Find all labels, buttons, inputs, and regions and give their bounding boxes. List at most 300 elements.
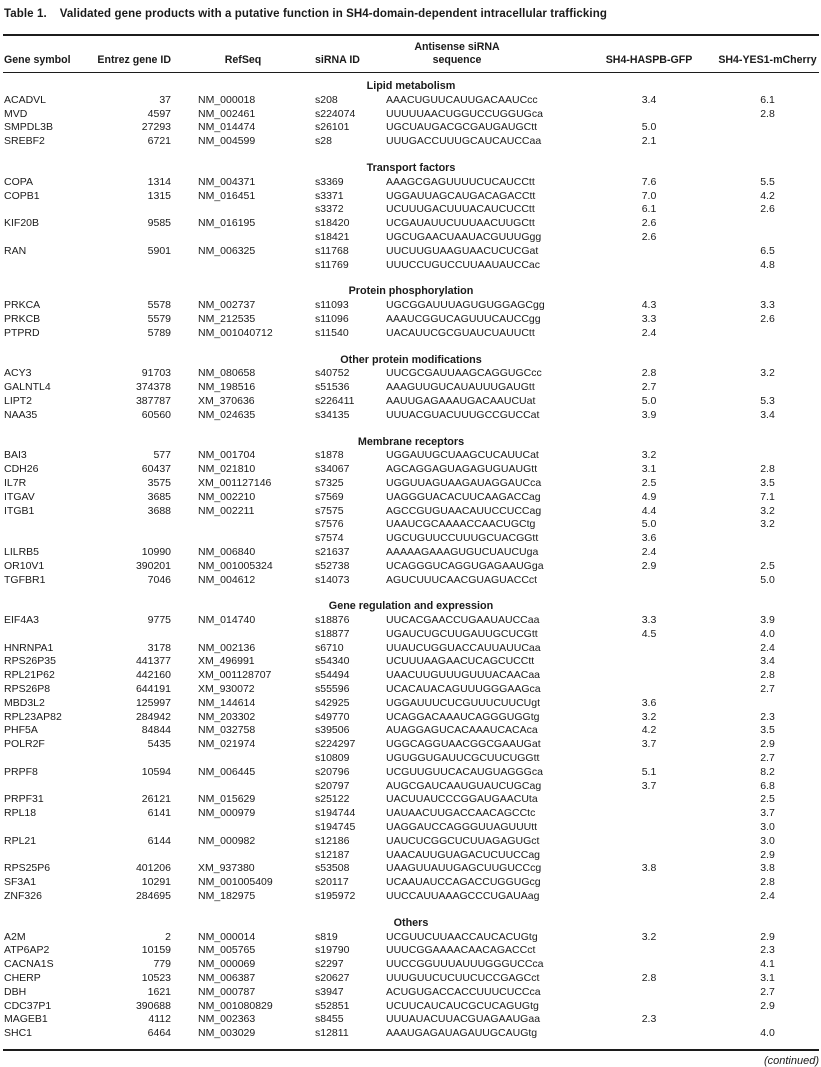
antisense-sequence-cell: UGCUAUGACGCGAUGAUGCtt [386, 121, 538, 134]
antisense-sequence-cell: AGCCGUGUAACAUUCCUCCag [386, 504, 542, 517]
refseq-cell: XM_930072 [198, 683, 255, 696]
table-header [3, 36, 819, 73]
sh4-yes1-mcherry-value: 2.7 [760, 752, 775, 765]
antisense-sequence-cell: UUCCAUUAAAGCCCUGAUAag [386, 890, 540, 903]
antisense-sequence-cell: UGGAUUUCUCGUUUCUUCUgt [386, 696, 541, 709]
antisense-sequence-cell: UGAUCUGCUUGAUUGCUCGtt [386, 627, 538, 640]
sh4-yes1-mcherry-value: 3.2 [760, 518, 775, 531]
table-row [3, 780, 819, 794]
antisense-sequence-cell: UAACAUUGUAGACUCUUCCag [386, 848, 541, 861]
sh4-yes1-mcherry-value: 2.4 [760, 890, 775, 903]
entrez-gene-id-cell: 284942 [135, 710, 171, 723]
antisense-sequence-cell: UACUUAUCCCGGAUGAACUta [386, 793, 538, 806]
sh4-haspb-gfp-value [596, 793, 702, 807]
sh4-haspb-gfp-value: 3.2 [641, 710, 657, 723]
gene-symbol-cell [3, 532, 95, 546]
entrez-gene-id-cell: 10523 [141, 972, 171, 985]
refseq-cell [171, 752, 315, 766]
entrez-gene-id-cell: 1621 [147, 985, 171, 998]
sirna-id-cell: s18421 [315, 230, 350, 243]
sh4-yes1-mcherry-value: 4.8 [760, 258, 775, 271]
table-row [3, 94, 819, 108]
antisense-sequence-cell: AAUUGAGAAAUGACAAUCUat [386, 394, 536, 407]
refseq-cell: NM_016195 [198, 217, 256, 230]
table-row [3, 367, 819, 381]
col-header-gene-symbol: Gene symbol [3, 36, 95, 73]
antisense-sequence-cell: UAGGAUCCAGGGUUAGUUUtt [386, 821, 538, 834]
sh4-haspb-gfp-value: 3.3 [641, 312, 657, 325]
refseq-cell: NM_014474 [198, 121, 256, 134]
refseq-cell: NM_002363 [198, 1013, 256, 1026]
header-row [3, 36, 819, 73]
sh4-haspb-gfp-value: 3.2 [641, 449, 657, 462]
refseq-cell [171, 231, 315, 245]
sh4-haspb-gfp-value: 3.3 [641, 614, 657, 627]
gene-symbol-cell: RPS26P35 [4, 655, 56, 668]
refseq-cell: NM_001040712 [198, 326, 273, 339]
entrez-gene-id-cell: 2 [165, 930, 171, 943]
gene-symbol-cell: CDC37P1 [4, 999, 52, 1012]
antisense-sequence-cell: UGGAUUGCUAAGCUCAUUCat [386, 449, 539, 462]
gene-symbol-cell: RPL21 [4, 834, 37, 847]
gene-symbol-cell: RPL18 [4, 807, 37, 820]
entrez-gene-id-cell: 3688 [147, 504, 171, 517]
section-header: Other protein modifications [340, 353, 482, 366]
gene-symbol-cell [3, 203, 95, 217]
sirna-id-cell: s12811 [315, 1027, 349, 1040]
table-row [3, 121, 819, 135]
sirna-id-cell: s20797 [315, 779, 350, 792]
refseq-cell: NM_021974 [198, 738, 256, 751]
sirna-id-cell: s39506 [315, 724, 350, 737]
table-row [3, 505, 819, 519]
gene-symbol-cell [3, 628, 95, 642]
antisense-sequence-cell: UUCCGGUUUAUUUGGGUCCca [386, 958, 544, 971]
gene-symbol-cell: KIF20B [4, 217, 40, 230]
refseq-cell: NM_080658 [198, 367, 256, 380]
sirna-id-cell: s14073 [315, 573, 350, 586]
table-row [3, 231, 819, 245]
entrez-gene-id-cell: 284695 [135, 890, 171, 903]
section-row [3, 423, 819, 450]
sh4-haspb-gfp-value: 3.9 [641, 408, 657, 421]
gene-symbol-cell: GALNTL4 [4, 381, 51, 394]
sh4-haspb-gfp-value: 4.3 [641, 299, 657, 312]
sh4-haspb-gfp-value [596, 574, 702, 588]
entrez-gene-id-cell: 5578 [147, 299, 171, 312]
gene-symbol-cell: PRKCB [4, 312, 41, 325]
sh4-haspb-gfp-value [596, 944, 702, 958]
refseq-cell [171, 203, 315, 217]
sh4-haspb-gfp-value [596, 108, 702, 122]
refseq-cell: NM_000018 [198, 93, 256, 106]
gene-symbol-cell: ITGB1 [4, 504, 35, 517]
sh4-haspb-gfp-value: 5.0 [641, 518, 657, 531]
sirna-id-cell: s3372 [315, 203, 344, 216]
antisense-sequence-cell: UUCACGAACCUGAAUAUCCaa [386, 614, 540, 627]
entrez-gene-id-cell [95, 259, 171, 273]
sh4-haspb-gfp-value: 6.1 [641, 203, 657, 216]
gene-symbol-cell: PTPRD [4, 326, 40, 339]
sh4-yes1-mcherry-value: 3.9 [760, 614, 775, 627]
refseq-cell [171, 821, 315, 835]
table-row [3, 807, 819, 821]
sirna-id-cell: s54494 [315, 669, 350, 682]
gene-symbol-cell: NAA35 [4, 408, 38, 421]
sh4-haspb-gfp-value: 4.4 [641, 504, 657, 517]
sirna-id-cell: s7575 [315, 504, 344, 517]
refseq-cell [171, 849, 315, 863]
sh4-haspb-gfp-value: 5.0 [641, 394, 657, 407]
sh4-yes1-mcherry-value: 2.8 [760, 876, 775, 889]
entrez-gene-id-cell: 5901 [147, 244, 171, 257]
antisense-sequence-cell: UUUCCUGUCCUUAAUAUCCac [386, 258, 541, 271]
antisense-sequence-cell: UGGUUAGUAAGAUAGGAUCca [386, 476, 542, 489]
sirna-id-cell: s54340 [315, 655, 350, 668]
refseq-cell: NM_001704 [198, 449, 256, 462]
antisense-sequence-cell: UCUUUAAGAACUCAGCUCCtt [386, 655, 535, 668]
entrez-gene-id-cell: 10159 [141, 944, 171, 957]
sh4-haspb-gfp-value [596, 1027, 702, 1041]
table-row [3, 574, 819, 588]
antisense-sequence-cell: UUUAUACUUACGUAGAAUGaa [386, 1013, 541, 1026]
refseq-cell: NM_198516 [198, 381, 256, 394]
sh4-haspb-gfp-value: 3.6 [641, 532, 657, 545]
entrez-gene-id-cell [95, 849, 171, 863]
table-row [3, 560, 819, 574]
refseq-cell: NM_000982 [198, 834, 256, 847]
gene-symbol-cell: A2M [4, 930, 26, 943]
table-body [3, 73, 819, 1042]
refseq-cell: XM_937380 [198, 862, 255, 875]
entrez-gene-id-cell: 6721 [147, 135, 171, 148]
table-row [3, 327, 819, 341]
sirna-id-cell: s20796 [315, 765, 350, 778]
table-row [3, 1027, 819, 1041]
sh4-yes1-mcherry-value: 2.9 [760, 999, 775, 1012]
sirna-id-cell: s20627 [315, 972, 350, 985]
col-header-antisense-sequence [386, 36, 596, 73]
table-row [3, 821, 819, 835]
sh4-yes1-mcherry-value [702, 135, 819, 149]
sh4-haspb-gfp-value [596, 642, 702, 656]
refseq-cell: NM_002211 [198, 504, 255, 517]
antisense-sequence-cell: AGUCUUUCAACGUAGUACCct [386, 573, 538, 586]
antisense-sequence-cell: AAAAAGAAAGUGUCUAUCUga [386, 545, 539, 558]
sh4-yes1-mcherry-value: 3.0 [760, 821, 775, 834]
sirna-id-cell: s53508 [315, 862, 350, 875]
entrez-gene-id-cell: 5579 [147, 312, 171, 325]
entrez-gene-id-cell [95, 518, 171, 532]
entrez-gene-id-cell: 3575 [147, 476, 171, 489]
table-row [3, 711, 819, 725]
sh4-yes1-mcherry-value: 2.4 [760, 641, 775, 654]
sh4-yes1-mcherry-value: 5.0 [760, 573, 775, 586]
entrez-gene-id-cell [95, 231, 171, 245]
entrez-gene-id-cell: 779 [153, 958, 171, 971]
entrez-gene-id-cell: 5789 [147, 326, 171, 339]
section-header: Gene regulation and expression [328, 600, 494, 613]
gene-symbol-cell: ACADVL [4, 93, 47, 106]
sirna-id-cell: s49770 [315, 710, 350, 723]
sh4-yes1-mcherry-value [702, 381, 819, 395]
sirna-id-cell: s42925 [315, 696, 350, 709]
sirna-id-cell: s25122 [315, 793, 350, 806]
col-header-entrez-gene-id: Entrez gene ID [95, 36, 171, 73]
sh4-haspb-gfp-value: 2.1 [641, 135, 657, 148]
table-row [3, 245, 819, 259]
refseq-cell: NM_000787 [198, 985, 256, 998]
entrez-gene-id-cell: 4112 [148, 1013, 171, 1026]
antisense-sequence-cell: UUUUUAACUGGUCCUGGUGca [386, 107, 543, 120]
refseq-cell: NM_005765 [198, 944, 256, 957]
sh4-haspb-gfp-value: 4.2 [641, 724, 657, 737]
gene-symbol-cell: OR10V1 [4, 559, 45, 572]
antisense-sequence-cell: UUCGCGAUUAAGCAGGUGCcc [386, 367, 542, 380]
gene-symbol-cell: SREBF2 [4, 135, 45, 148]
sirna-id-cell: s11540 [315, 326, 349, 339]
sirna-id-cell: s52851 [315, 999, 350, 1012]
refseq-cell: NM_001080829 [198, 999, 273, 1012]
antisense-sequence-cell: UCGAUAUUCUUUAACUUGCtt [386, 217, 535, 230]
sh4-haspb-gfp-value [596, 259, 702, 273]
entrez-gene-id-cell: 60437 [141, 463, 171, 476]
gene-symbol-cell: LILRB5 [4, 545, 40, 558]
refseq-cell [171, 518, 315, 532]
antisense-sequence-cell: UGGCAGGUAACGGCGAAUGat [386, 738, 541, 751]
sh4-haspb-gfp-value: 2.4 [641, 545, 657, 558]
col-header-antisense-sequence-label: Antisense siRNA sequence [414, 41, 500, 66]
table-row [3, 409, 819, 423]
entrez-gene-id-cell: 1314 [147, 175, 171, 188]
sh4-haspb-gfp-value [596, 807, 702, 821]
table-row [3, 449, 819, 463]
table-row [3, 669, 819, 683]
table-row [3, 628, 819, 642]
antisense-sequence-cell: UCUUUGACUUUACAUCUCCtt [386, 203, 535, 216]
sh4-haspb-gfp-value [596, 849, 702, 863]
sirna-id-cell: s8455 [315, 1013, 344, 1026]
sirna-id-cell: s226411 [315, 394, 355, 407]
gene-symbol-cell: IL7R [4, 476, 27, 489]
antisense-sequence-cell: AUGCGAUCAAUGUAUCUGCag [386, 779, 542, 792]
sirna-id-cell: s7569 [315, 490, 344, 503]
section-row [3, 904, 819, 931]
table-row [3, 190, 819, 204]
table-row [3, 546, 819, 560]
sh4-yes1-mcherry-value: 2.5 [760, 559, 775, 572]
sh4-haspb-gfp-value: 3.8 [641, 862, 657, 875]
sh4-haspb-gfp-value: 2.5 [641, 476, 657, 489]
sirna-id-cell: s28 [315, 135, 332, 148]
sh4-yes1-mcherry-value: 2.8 [760, 107, 775, 120]
gene-symbol-cell: DBH [4, 985, 27, 998]
table-row [3, 135, 819, 149]
sh4-yes1-mcherry-value: 3.5 [760, 476, 775, 489]
sh4-yes1-mcherry-value: 3.2 [760, 504, 775, 517]
table-row [3, 477, 819, 491]
antisense-sequence-cell: AAAUCGGUCAGUUUCAUCCgg [386, 312, 541, 325]
refseq-cell: NM_006387 [198, 972, 256, 985]
refseq-cell [171, 532, 315, 546]
refseq-cell: NM_021810 [198, 463, 256, 476]
table-row [3, 463, 819, 477]
entrez-gene-id-cell [95, 780, 171, 794]
antisense-sequence-cell: UGCGGAUUUAGUGUGGAGCgg [386, 299, 545, 312]
entrez-gene-id-cell: 3178 [147, 641, 171, 654]
sirna-id-cell: s34135 [315, 408, 350, 421]
entrez-gene-id-cell: 6464 [147, 1027, 171, 1040]
antisense-sequence-cell: AAAGCGAGUUUUCUCAUCCtt [386, 175, 535, 188]
antisense-sequence-cell: AUAGGAGUCACAAAUCACAca [386, 724, 538, 737]
entrez-gene-id-cell: 441377 [135, 655, 171, 668]
entrez-gene-id-cell: 6144 [147, 834, 171, 847]
table-row [3, 835, 819, 849]
table-row [3, 724, 819, 738]
table-caption [3, 5, 819, 36]
refseq-cell: NM_000979 [198, 807, 256, 820]
table-row [3, 738, 819, 752]
entrez-gene-id-cell: 84844 [141, 724, 171, 737]
sh4-yes1-mcherry-value: 6.1 [760, 93, 775, 106]
section-header: Others [393, 916, 429, 929]
entrez-gene-id-cell: 644191 [135, 683, 171, 696]
refseq-cell: XM_001128707 [198, 669, 272, 682]
gene-symbol-cell: ITGAV [4, 490, 35, 503]
gene-symbol-cell: EIF4A3 [4, 614, 40, 627]
sirna-id-cell: s819 [315, 930, 338, 943]
sh4-yes1-mcherry-value: 6.8 [760, 779, 775, 792]
antisense-sequence-cell: UUUACGUACUUUGCCGUCCat [386, 408, 540, 421]
gene-symbol-cell: SMPDL3B [4, 121, 54, 134]
sh4-haspb-gfp-value [596, 821, 702, 835]
entrez-gene-id-cell: 6141 [147, 807, 171, 820]
entrez-gene-id-cell: 387787 [135, 394, 171, 407]
antisense-sequence-cell: UUUCGGAAAACAACAGACCct [386, 944, 536, 957]
gene-symbol-cell [3, 849, 95, 863]
antisense-sequence-cell: UGCUGUUCCUUUGCUACGGtt [386, 532, 539, 545]
sirna-id-cell: s12186 [315, 834, 350, 847]
refseq-cell: NM_006840 [198, 545, 256, 558]
refseq-cell: NM_004599 [198, 135, 256, 148]
sh4-yes1-mcherry-value: 3.0 [760, 834, 775, 847]
sirna-id-cell: s11093 [315, 299, 349, 312]
table-row [3, 876, 819, 890]
table-row [3, 108, 819, 122]
section-header: Lipid metabolism [366, 80, 456, 92]
gene-symbol-cell: COPA [4, 175, 33, 188]
sh4-haspb-gfp-value: 2.4 [641, 326, 657, 339]
sirna-id-cell: s11769 [315, 258, 349, 271]
sh4-yes1-mcherry-value: 4.0 [760, 627, 775, 640]
entrez-gene-id-cell: 27293 [141, 121, 171, 134]
sirna-id-cell: s18420 [315, 217, 350, 230]
sh4-haspb-gfp-value: 3.6 [641, 696, 657, 709]
sh4-yes1-mcherry-value: 2.9 [760, 930, 775, 943]
sh4-yes1-mcherry-value [702, 121, 819, 135]
sh4-yes1-mcherry-value: 2.7 [760, 985, 775, 998]
antisense-sequence-cell: UCGUUCUUAACCAUCACUGtg [386, 930, 538, 943]
refseq-cell: NM_006325 [198, 244, 256, 257]
sh4-haspb-gfp-value [596, 986, 702, 1000]
sirna-id-cell: s208 [315, 93, 338, 106]
gene-symbol-cell: CACNA1S [4, 958, 54, 971]
refseq-cell: NM_001005324 [198, 559, 273, 572]
sh4-haspb-gfp-value [596, 245, 702, 259]
refseq-cell: NM_182975 [198, 890, 256, 903]
table-row [3, 491, 819, 505]
sirna-id-cell: s224297 [315, 738, 356, 751]
gene-symbol-cell: BAI3 [4, 449, 27, 462]
entrez-gene-id-cell: 1315 [147, 189, 171, 202]
table-row [3, 958, 819, 972]
sh4-yes1-mcherry-value: 2.6 [760, 312, 775, 325]
entrez-gene-id-cell: 9585 [147, 217, 171, 230]
gene-symbol-cell: COPB1 [4, 189, 40, 202]
entrez-gene-id-cell: 5435 [147, 738, 171, 751]
antisense-sequence-cell: UUAUCUGGUACCAUUAUUCaa [386, 641, 541, 654]
refseq-cell: NM_004612 [198, 573, 256, 586]
table-row [3, 862, 819, 876]
gene-symbol-cell: RPS26P8 [4, 683, 51, 696]
entrez-gene-id-cell [95, 203, 171, 217]
table-row [3, 752, 819, 766]
sh4-haspb-gfp-value [596, 1000, 702, 1014]
sirna-id-cell: s7325 [315, 476, 344, 489]
gene-symbol-cell: ACY3 [4, 367, 32, 380]
gene-symbol-cell: SHC1 [4, 1027, 33, 1040]
gene-symbol-cell: SF3A1 [4, 876, 37, 889]
antisense-sequence-cell: UCAGGGUCAGGUGAGAAUGga [386, 559, 544, 572]
refseq-cell: NM_002136 [198, 641, 256, 654]
section-row [3, 272, 819, 299]
antisense-sequence-cell: UGUGGUGAUUCGCUUCUGGtt [386, 752, 540, 765]
gene-symbol-cell: PRPF8 [4, 765, 38, 778]
gene-symbol-cell [3, 752, 95, 766]
table-row [3, 986, 819, 1000]
antisense-sequence-cell: AAAGUUGUCAUAUUUGAUGtt [386, 381, 535, 394]
antisense-sequence-cell: UCAAUAUCCAGACCUGGUGcg [386, 876, 541, 889]
antisense-sequence-cell: UAAUCGCAAAACCAACUGCtg [386, 518, 536, 531]
entrez-gene-id-cell: 10291 [141, 876, 171, 889]
antisense-sequence-cell: UUCUUGUAAGUAACUCUCGat [386, 244, 539, 257]
sirna-id-cell: s51536 [315, 381, 350, 394]
gene-symbol-cell: PHF5A [4, 724, 38, 737]
refseq-cell: NM_006445 [198, 765, 256, 778]
table-row [3, 683, 819, 697]
entrez-gene-id-cell: 7046 [147, 573, 171, 586]
refseq-cell: NM_203302 [198, 710, 256, 723]
antisense-sequence-cell: AAAUGAGAUAGAUUGCAUGtg [386, 1027, 538, 1040]
sh4-yes1-mcherry-value [702, 697, 819, 711]
sh4-yes1-mcherry-value: 3.4 [760, 408, 775, 421]
sh4-haspb-gfp-value: 2.7 [641, 381, 657, 394]
table-row [3, 614, 819, 628]
sirna-id-cell: s12187 [315, 848, 350, 861]
sirna-id-cell: s2297 [315, 958, 344, 971]
gene-symbol-cell [3, 259, 95, 273]
section-header: Protein phosphorylation [348, 285, 474, 298]
sh4-haspb-gfp-value [596, 890, 702, 904]
section-header: Transport factors [366, 161, 456, 174]
sirna-id-cell: s7576 [315, 518, 344, 531]
sh4-yes1-mcherry-value: 5.5 [760, 175, 775, 188]
entrez-gene-id-cell: 577 [153, 449, 171, 462]
refseq-cell: XM_496991 [198, 655, 255, 668]
table-title: Validated gene products with a putative function in SH4-domain-dependent intracellular trafficking [59, 8, 607, 20]
sirna-id-cell: s18876 [315, 614, 350, 627]
gene-symbol-cell: MBD3L2 [4, 696, 45, 709]
